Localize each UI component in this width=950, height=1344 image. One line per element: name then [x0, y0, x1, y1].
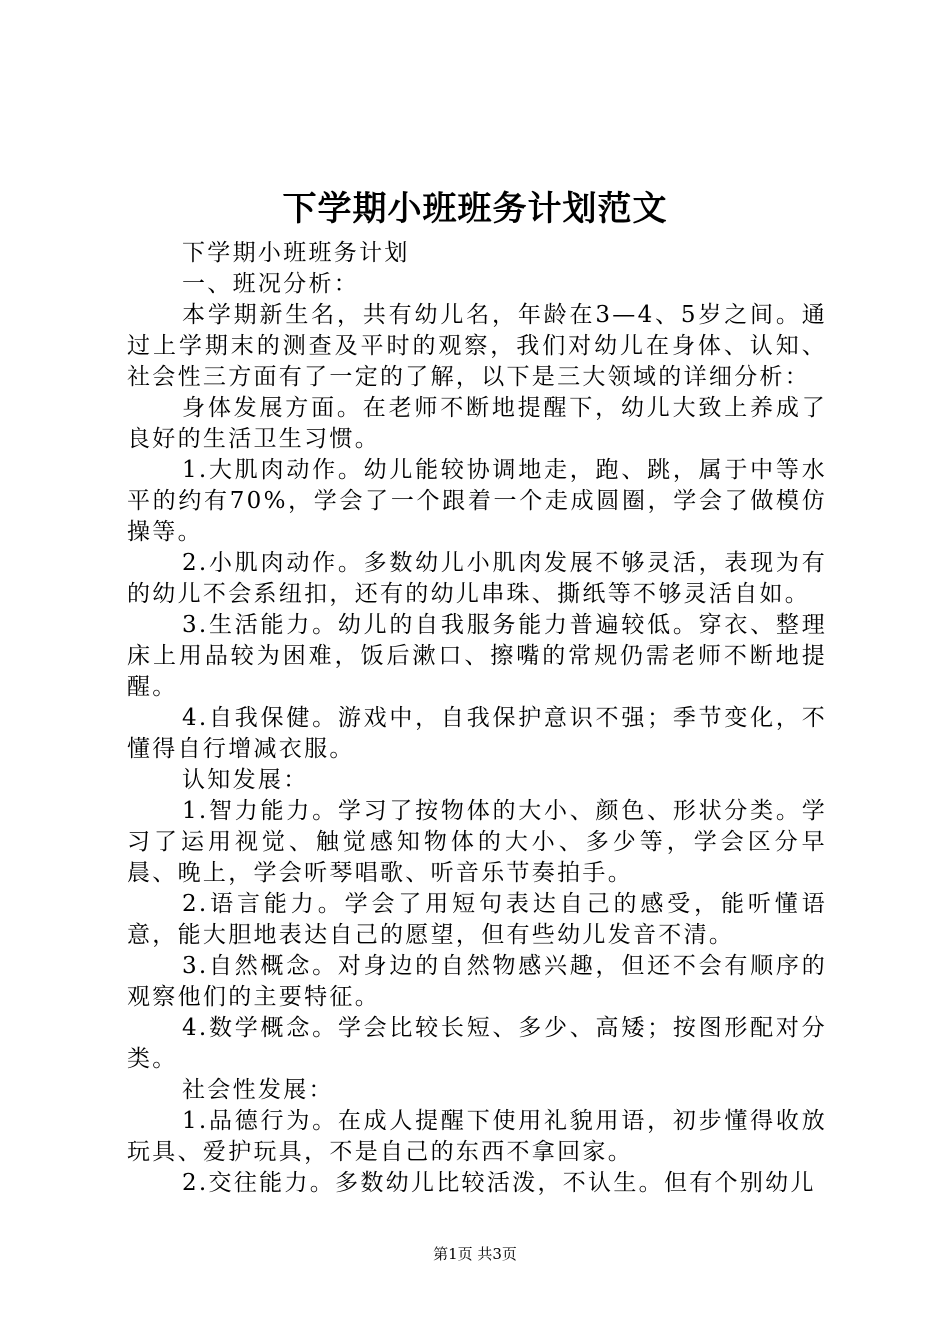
paragraph-9: 认知发展：	[182, 767, 309, 793]
paragraph-8: 4.自我保健。游戏中，自我保护意识不强；季节变化，不懂得自行增减衣服。	[127, 705, 827, 762]
paragraph-2: 一、班况分析：	[182, 271, 360, 297]
paragraph-6: 2.小肌肉动作。多数幼儿小肌肉发展不够灵活，表现为有的幼儿不会系纽扣，还有的幼儿串珠、撕纸等不够灵活自如。	[127, 550, 827, 607]
paragraph-12: 3.自然概念。对身边的自然物感兴趣，但还不会有顺序的观察他们的主要特征。	[127, 953, 827, 1010]
paragraph-16: 2.交往能力。多数幼儿比较活泼，不认生。但有个别幼儿	[182, 1170, 816, 1196]
paragraph-3: 本学期新生名，共有幼儿名，年龄在3—4、5岁之间。通过上学期末的测查及平时的观察，我们对幼儿在身体、认知、社会性三方面有了一定的了解，以下是三大领域的详细分析：	[127, 302, 827, 390]
paragraph-14: 社会性发展：	[182, 1077, 334, 1103]
paragraph-11: 2.语言能力。学会了用短句表达自己的感受，能听懂语意，能大胆地表达自己的愿望，但有些幼儿发音不清。	[127, 891, 827, 948]
paragraph-7: 3.生活能力。幼儿的自我服务能力普遍较低。穿衣、整理床上用品较为困难，饭后漱口、擦嘴的常规仍需老师不断地提醒。	[127, 612, 827, 700]
paragraph-15: 1.品德行为。在成人提醒下使用礼貌用语，初步懂得收放玩具、爱护玩具，不是自己的东西不拿回家。	[127, 1108, 827, 1165]
paragraph-1: 下学期小班班务计划	[182, 240, 410, 266]
paragraph-5: 1.大肌肉动作。幼儿能较协调地走，跑、跳，属于中等水平的约有70%，学会了一个跟着一个走成圆圈，学会了做模仿操等。	[127, 457, 827, 545]
document-title: 下学期小班班务计划范文	[282, 189, 668, 229]
paragraph-10: 1.智力能力。学习了按物体的大小、颜色、形状分类。学习了运用视觉、触觉感知物体的大小、多少等，学会区分早晨、晚上，学会听琴唱歌、听音乐节奏拍手。	[127, 798, 827, 886]
document-body	[127, 238, 827, 1199]
paragraph-4: 身体发展方面。在老师不断地提醒下，幼儿大致上养成了良好的生活卫生习惯。	[127, 395, 827, 452]
page-footer: 第1页 共3页	[433, 1245, 517, 1263]
paragraph-13: 4.数学概念。学会比较长短、多少、高矮；按图形配对分类。	[127, 1015, 827, 1072]
